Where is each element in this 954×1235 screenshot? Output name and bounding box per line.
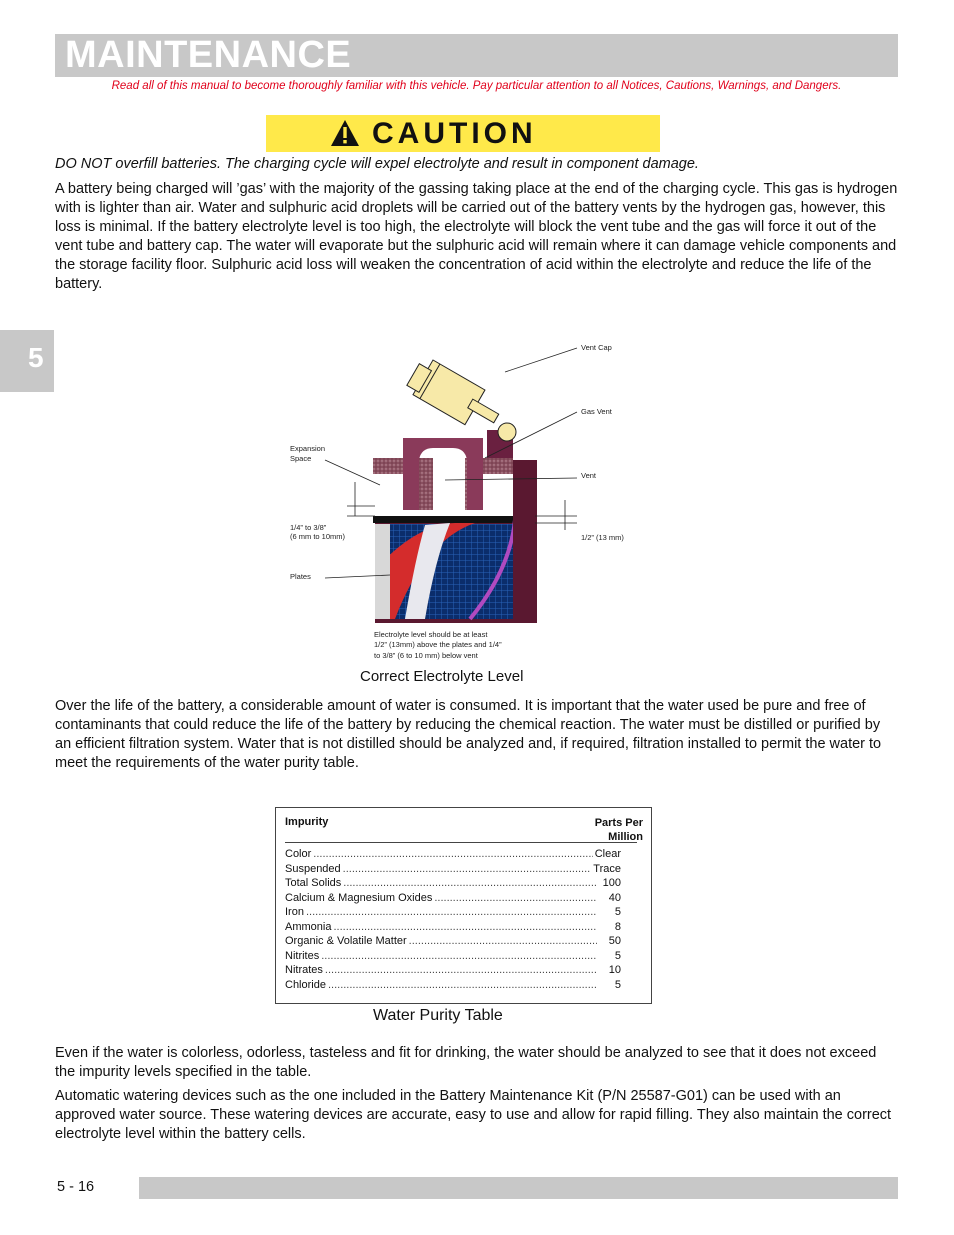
warning-triangle-icon (330, 119, 360, 147)
label-space: Space (290, 454, 312, 463)
label-vent: Vent (581, 471, 597, 480)
caution-banner (266, 115, 660, 152)
page-number: 5 - 16 (57, 1179, 95, 1195)
page-title: MAINTENANCE (65, 34, 352, 76)
table-caption: Water Purity Table (373, 1007, 503, 1024)
column-header-impurity: Impurity (285, 816, 329, 828)
paragraph-water: Over the life of the battery, a considerable amount of water is consumed. It is important that the water used be pure and free of contaminants that could reduce the life of the battery by reducing the chemical reaction. The water must be distilled or purified by an efficient filtration system. Water that is not distilled should be analyzed and, if required, filtration installed to permit the water to meet the requirements of the water purity table. (55, 698, 882, 771)
column-header-ppm: Parts Per Million (594, 817, 643, 843)
table-row: Color ..... Clear (285, 848, 621, 863)
table-row: Organic & Volatile Matter ..... 50 (285, 935, 621, 950)
header-divider (285, 842, 637, 843)
table-row: Ammonia ..... 8 (285, 921, 621, 936)
electrolyte-level-diagram (285, 320, 645, 665)
table-row: Nitrites ..... 5 (285, 950, 621, 965)
cap-housing (403, 438, 483, 510)
cell-cover (373, 458, 513, 510)
table-row: Nitrates ..... 10 (285, 964, 621, 979)
label-plates: Plates (290, 572, 311, 581)
table-row: Iron ..... 5 (285, 906, 621, 921)
table-row: Suspended ..... Trace (285, 863, 621, 878)
table-row: Total Solids ..... 100 (285, 877, 621, 892)
chapter-tab (0, 330, 54, 392)
label-half-inch: 1/2” (13 mm) (581, 533, 624, 542)
table-row: Chloride ..... 5 (285, 979, 621, 994)
label-expansion: Expansion (290, 444, 326, 453)
chapter-number: 5 (28, 342, 44, 373)
header-bar (55, 34, 898, 77)
label-quarter-mm: (6 mm to 10mm) (290, 532, 346, 541)
paragraph-analysis: Even if the water is colorless, odorless, tasteless and fit for drinking, the water should be analyzed to see that it does not exceed the impurity levels specified in the table. (55, 1045, 877, 1080)
paragraph-gassing: A battery being charged will ’gas’ with the majority of the gassing taking place at the end of the charging cycle. This gas is hydrogen with is lighter than air. Water and sulphuric acid droplets will be carried out of the battery vents by the hydrogen gas, however, this loss is minimal. If the battery electrolyte level is too high, the electrolyte will block the vent tube and the gas will force it out of the vent tube and battery cap. The water will evaporate but the sulphuric acid will remain where it can damage vehicle components and the storage facility floor. Sulphuric acid loss will weaken the concentration of acid within the electrolyte and reduce the life of the battery. (55, 181, 898, 292)
note-line-3: to 3/8” (6 to 10 mm) below vent (374, 651, 478, 660)
electrolyte-level-line (373, 516, 513, 523)
vent-cap (404, 355, 505, 437)
label-quarter-in: 1/4” to 3/8” (290, 523, 327, 532)
safety-notice: Read all of this manual to become thoroughly familiar with this vehicle. Pay particular attention to all Notices, Cautions, Warnings, and Dangers. (111, 80, 842, 92)
gas-vent-ball (498, 423, 516, 441)
label-gas-vent: Gas Vent (581, 407, 612, 416)
cell-wall-right (513, 460, 537, 623)
diagram-caption: Correct Electrolyte Level (360, 668, 524, 685)
caution-label: CAUTION (372, 117, 537, 150)
footer-bar (139, 1177, 898, 1199)
note-line-1: Electrolyte level should be at least (374, 630, 488, 639)
water-purity-table (275, 807, 652, 1004)
note-line-2: 1/2” (13mm) above the plates and 1/4” (374, 640, 502, 649)
table-row: Calcium & Magnesium Oxides ..... 40 (285, 892, 621, 907)
plate-left-stripes (375, 524, 390, 619)
paragraph-watering-devices: Automatic watering devices such as the one included in the Battery Maintenance Kit (P/N 25587-G01) can be used with an approved water source. These watering devices are accurate, easy to use and allow for rapid filling. They also maintain the correct electrolyte level within the battery cells. (55, 1088, 892, 1142)
label-vent-cap: Vent Cap (581, 343, 612, 352)
caution-message: DO NOT overfill batteries. The charging cycle will expel electrolyte and result in component damage. (55, 156, 699, 172)
